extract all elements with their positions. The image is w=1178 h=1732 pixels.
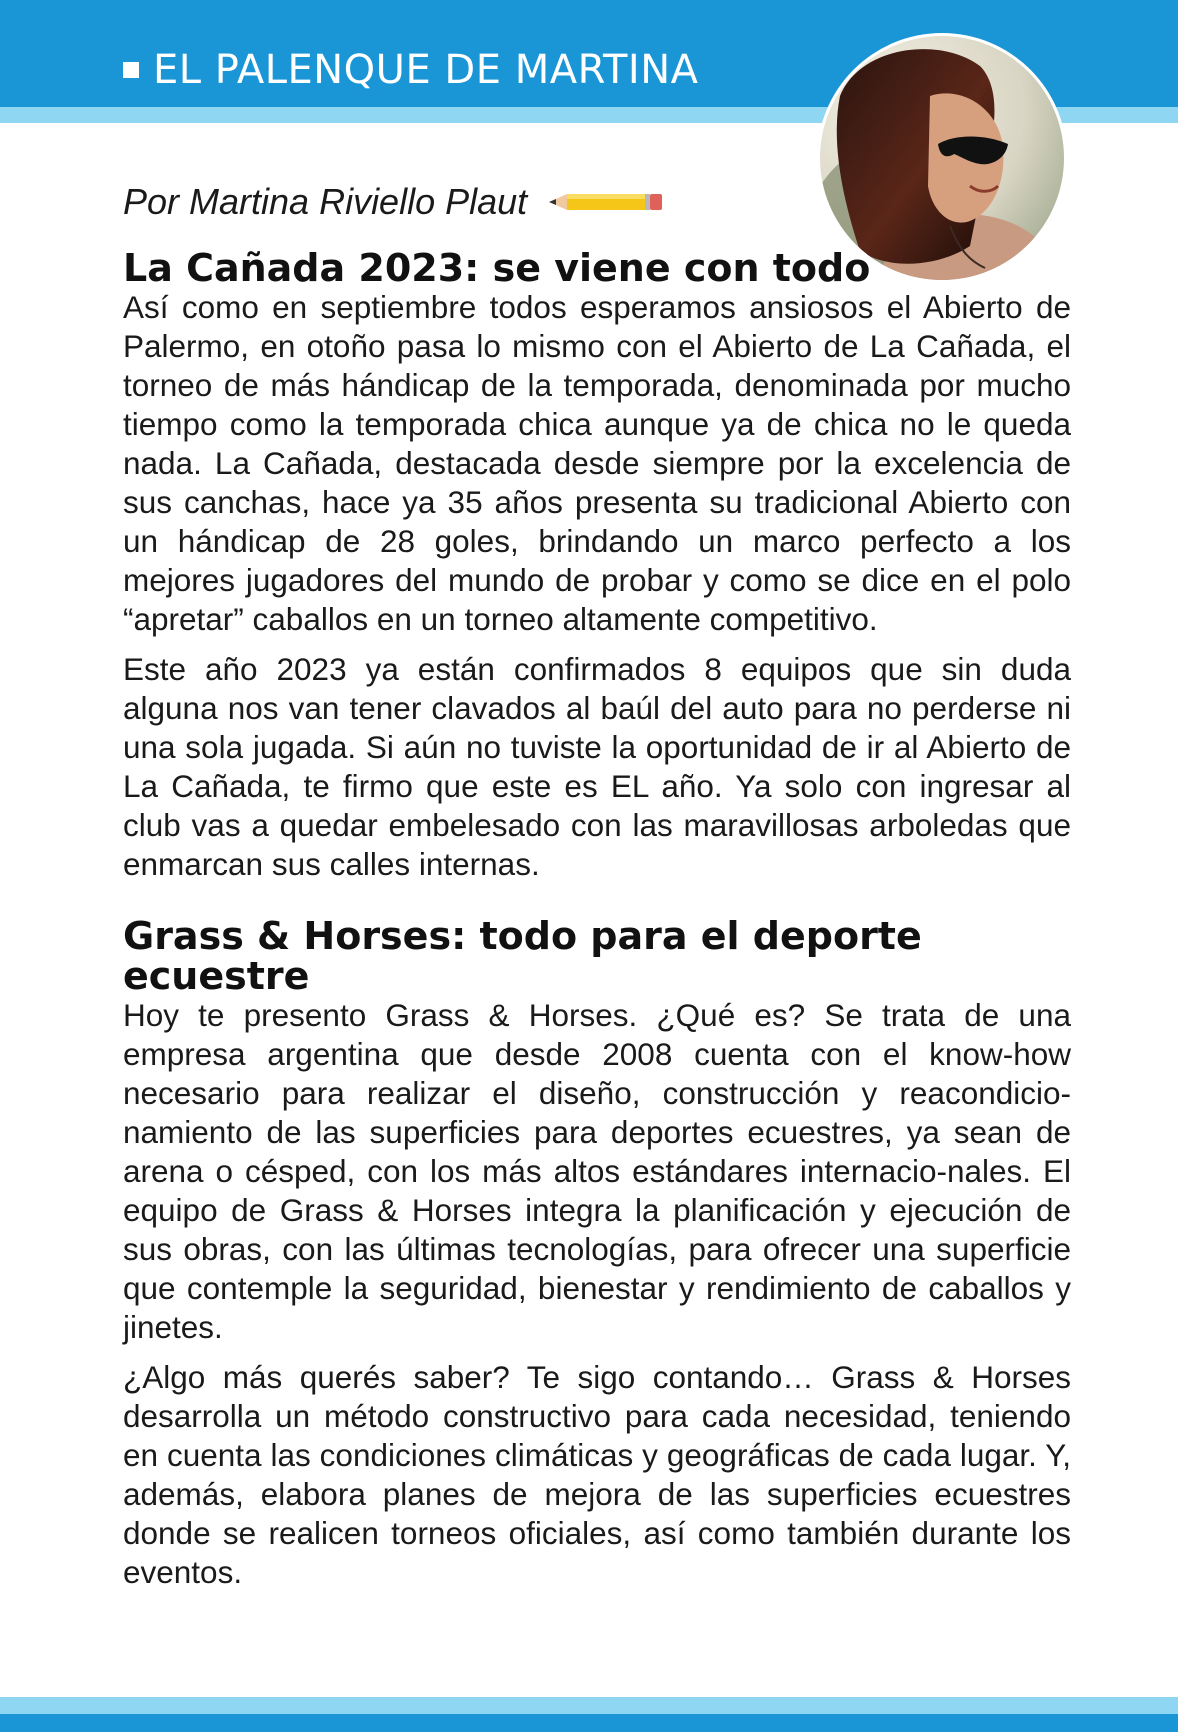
author-avatar — [820, 36, 1064, 280]
article-headline: La Cañada 2023: se viene con todo — [123, 246, 871, 290]
section-title-text: EL PALENQUE DE MARTINA — [153, 47, 699, 93]
article-paragraph: ¿Algo más querés saber? Te sigo contando… Grass & Horses desarrolla un método constructivo para cada necesidad, teniendo en cuenta las condiciones climáticas y geográficas de cada lugar. Y, además, elabora planes de mejora de las superficies ecuestres donde se realicen torneos oficiales, así como también durante los eventos. — [123, 1359, 1071, 1590]
article-paragraph: Este año 2023 ya están confirmados 8 equipos que sin duda alguna nos van tener clavados al baúl del auto para no perderse ni una sola jugada. Si aún no tuviste la oportunidad de ir al Abierto de La Cañada, te firmo que este es EL año. Ya solo con ingresar al club vas a quedar embelesado con las maravillosas arboledas que enmarcan sus calles internas. — [123, 651, 1071, 882]
footer-stripe — [0, 1697, 1178, 1714]
article-paragraph: Así como en septiembre todos esperamos ansiosos el Abierto de Palermo, en otoño pasa lo mismo con el Abierto de La Cañada, el torneo de más hándicap de la temporada, denominada por mucho tiempo como la temporada chica aunque ya de chica no le queda nada. La Cañada, destacada desde siempre por la excelencia de sus canchas, hace ya 35 años presenta su tradicional Abierto con un hándicap de 28 goles, brindando un marco perfecto a los mejores jugadores del mundo de probar y como se dice en el polo “apretar” caballos en un torneo altamente competitivo. — [123, 289, 1071, 637]
article-headline: Grass & Horses: todo para el deporte ecuestre — [123, 914, 922, 998]
square-bullet-icon — [123, 62, 139, 78]
article-paragraph: Hoy te presento Grass & Horses. ¿Qué es? Se trata de una empresa argentina que desde 2008 cuenta con el know-how necesario para realizar el diseño, construcción y reacondicio-namiento de las superficies para deportes ecuestres, ya sean de arena o césped, con los más altos estándares internacio-nales. El equipo de Grass & Horses integra la planificación y ejecución de sus obras, con las últimas tecnologías, para ofrecer una superficie que contemple la seguridad, bienestar y rendimiento de caballos y jinetes. — [123, 997, 1071, 1345]
pencil-icon — [549, 191, 663, 213]
article-la-canada — [123, 248, 1071, 884]
footer-band — [0, 1714, 1178, 1732]
section-title — [123, 46, 699, 94]
author-photo — [820, 36, 1064, 280]
author-name: Por Martina Riviello Plaut — [123, 181, 528, 222]
content — [123, 248, 1071, 1592]
byline — [123, 180, 663, 224]
article-grass-horses — [123, 916, 1071, 1592]
